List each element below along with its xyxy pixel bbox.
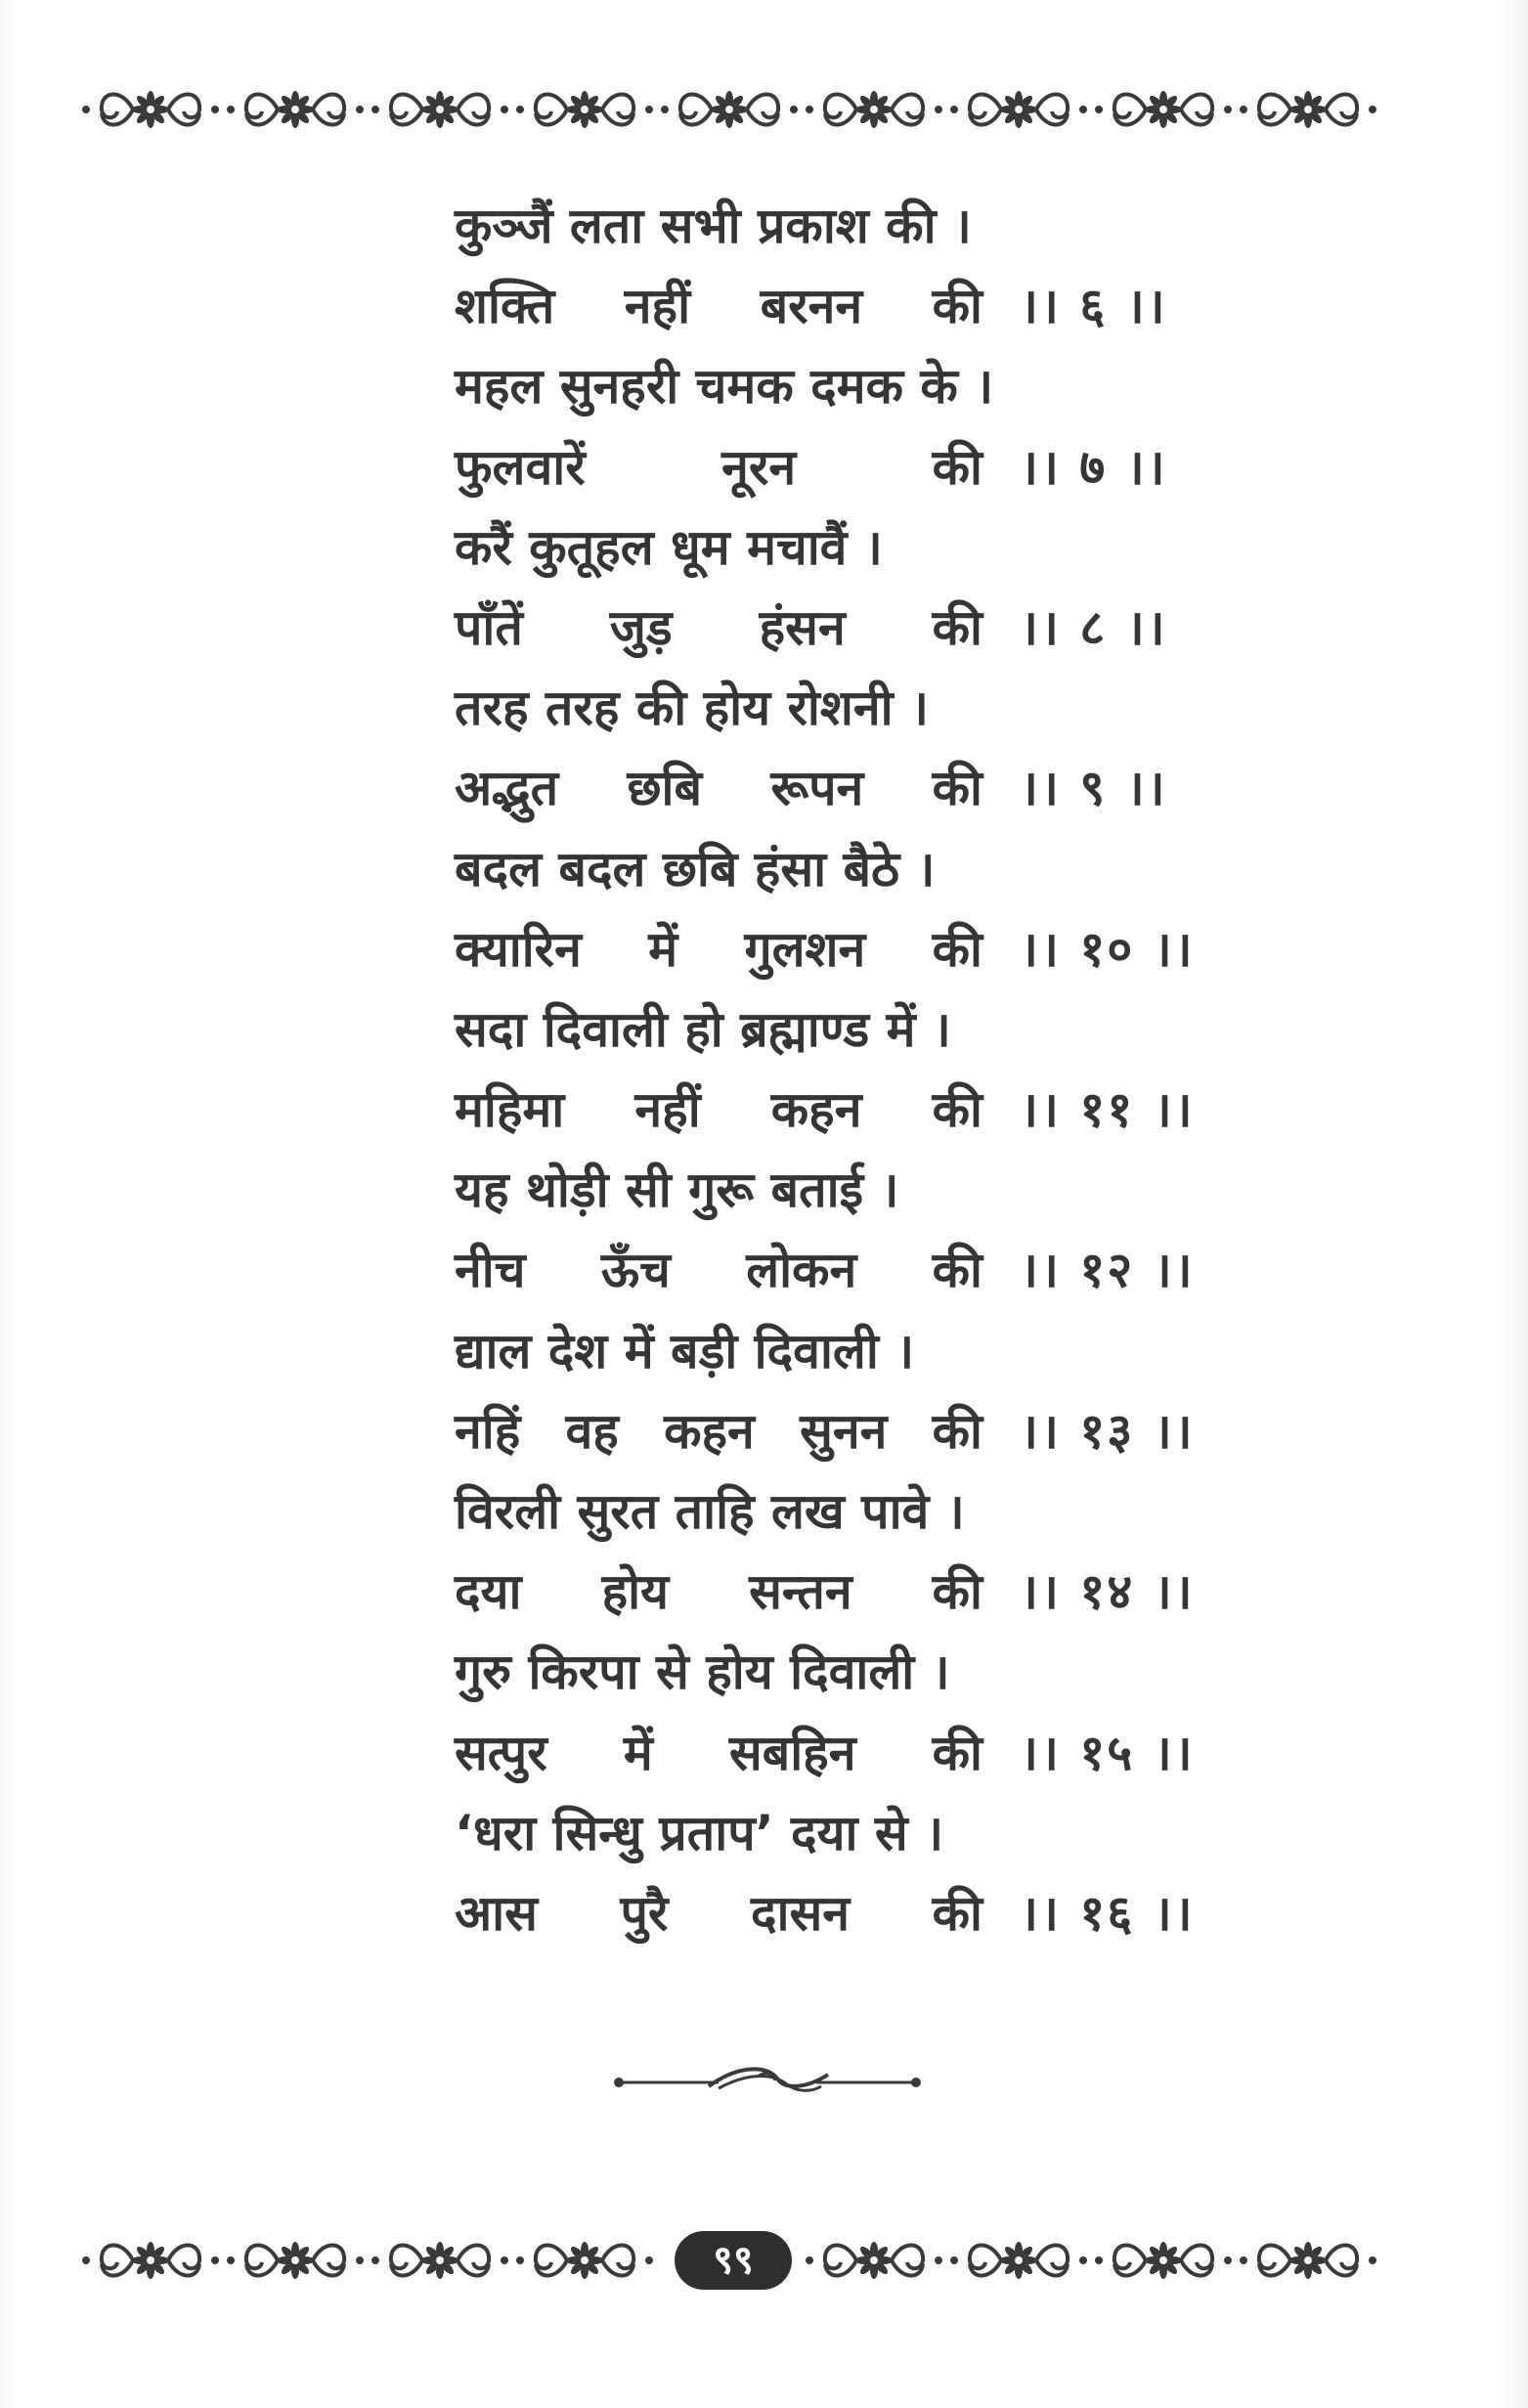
- verse-line: [455, 1713, 1237, 1793]
- verse-word: सन्तन: [749, 1563, 852, 1621]
- verse-text: [455, 427, 982, 507]
- verse-line: [455, 186, 1237, 266]
- verse-word: दया: [455, 1563, 522, 1621]
- verse-text: [455, 1230, 982, 1310]
- verse-number: ।। १० ।।: [1020, 920, 1195, 978]
- verse-word: की: [932, 1081, 982, 1139]
- verse-line: [455, 989, 1237, 1070]
- verse-text: करैं कुतूहल धूम मचावैं ।: [455, 518, 883, 576]
- verse-word: की: [932, 1242, 982, 1299]
- verse-text: [455, 1070, 982, 1150]
- verse-text: [455, 266, 982, 346]
- verse-text: गुरु किरपा से होय दिवाली ।: [455, 1643, 950, 1701]
- verse-number: ।। १६ ।।: [1020, 1884, 1195, 1942]
- verse-word: की: [932, 598, 982, 656]
- divider-flourish-icon: [611, 2063, 924, 2102]
- ornament-motif-icon: [371, 2242, 508, 2279]
- verse-word: दासन: [750, 1884, 851, 1942]
- verse-line: [455, 1552, 1237, 1632]
- verse-word: सुनन: [800, 1402, 888, 1460]
- verse-word: कहन: [770, 1081, 862, 1139]
- ornament-motif-icon: [371, 91, 508, 128]
- verse-line: [455, 427, 1237, 507]
- verse-number: ।। ७ ।।: [1020, 438, 1167, 496]
- verse-line: [455, 1471, 1237, 1552]
- verse-line: [455, 1873, 1237, 1953]
- ornament-motif-icon: [950, 2242, 1087, 2279]
- verse-line: [455, 748, 1237, 828]
- verse-text: सदा दिवाली हो ब्रह्माण्ड में ।: [455, 1000, 951, 1058]
- verse-line: [455, 1793, 1237, 1873]
- verse-number: ।। ९ ।।: [1020, 760, 1167, 817]
- verse-line: [455, 588, 1237, 668]
- verse-number: ।। १४ ।।: [1020, 1563, 1195, 1621]
- verse-word: सबहिन: [728, 1724, 856, 1781]
- verse-word: नहीं: [634, 1081, 701, 1139]
- verse-text: [455, 1873, 982, 1953]
- verse-word: की: [932, 438, 982, 496]
- verse-text: [455, 1552, 982, 1632]
- ornament-motif-icon: [227, 2242, 364, 2279]
- verse-line: [455, 266, 1237, 346]
- verse-text: [455, 748, 982, 828]
- verse-number: ।। ६ ।।: [1020, 278, 1167, 335]
- ornament-motif-icon: [806, 2242, 942, 2279]
- verse-word: छबि: [627, 760, 703, 817]
- verse-word: की: [932, 1563, 982, 1621]
- verse-line: [455, 829, 1237, 909]
- verse-word: अद्भुत: [455, 760, 559, 817]
- verse-word: नहिं: [455, 1402, 521, 1460]
- verse-word: नीच: [455, 1242, 526, 1299]
- verse-word: की: [932, 278, 982, 335]
- verse-word: लोकन: [746, 1242, 857, 1299]
- verse-line: [455, 507, 1237, 588]
- ornament-motif-icon: [516, 2242, 653, 2279]
- verse-word: की: [932, 1884, 982, 1942]
- verse-text: [455, 1391, 982, 1471]
- ornament-motif-icon: [661, 91, 798, 128]
- verse-number: ।। ८ ।।: [1020, 598, 1167, 656]
- ornament-motif-icon: [227, 91, 364, 128]
- ornament-motif-icon: [950, 91, 1087, 128]
- verse-text: बदल बदल छबि हंसा बैठे ।: [455, 840, 936, 898]
- verse-word: गुलशन: [744, 920, 866, 978]
- ornament-motif-icon: [806, 91, 942, 128]
- verse-word: महिमा: [455, 1081, 565, 1139]
- verse-word: हंसन: [759, 598, 846, 656]
- verse-line: [455, 1230, 1237, 1310]
- verse-text: तरह तरह की होय रोशनी ।: [455, 679, 929, 737]
- verse-word: वह: [565, 1402, 619, 1460]
- verse-number: ।। १२ ।।: [1020, 1242, 1195, 1299]
- ornament-motif-icon: [516, 91, 653, 128]
- verse-text: विरली सुरत ताहि लख पावे ।: [455, 1483, 965, 1540]
- verse-text: द्याल देश में बड़ी दिवाली ।: [455, 1322, 915, 1379]
- verse-line: [455, 1391, 1237, 1471]
- verse-word: में: [648, 920, 678, 978]
- verse-block: [455, 186, 1237, 1953]
- verse-word: की: [932, 760, 982, 817]
- verse-word: कहन: [664, 1402, 755, 1460]
- ornament-motif-icon: [82, 91, 219, 128]
- verse-line: [455, 1150, 1237, 1230]
- verse-word: पाँतें: [455, 598, 523, 656]
- verse-word: होय: [601, 1563, 670, 1621]
- verse-text: ‘धरा सिन्धु प्रताप’ दया से ।: [455, 1804, 944, 1861]
- verse-text: [455, 909, 982, 989]
- verse-word: फुलवारें: [455, 438, 586, 496]
- verse-word: की: [932, 920, 982, 978]
- verse-text: महल सुनहरी चमक दमक के ।: [455, 358, 994, 416]
- verse-line: [455, 1632, 1237, 1712]
- verse-line: [455, 909, 1237, 989]
- verse-word: की: [932, 1402, 982, 1460]
- verse-text: [455, 1713, 982, 1793]
- verse-word: शक्ति: [455, 278, 555, 335]
- ornament-motif-icon: [1095, 2242, 1232, 2279]
- verse-line: [455, 1070, 1237, 1150]
- verse-text: [455, 588, 982, 668]
- verse-word: ऊँच: [600, 1242, 671, 1299]
- verse-number: ।। १३ ।।: [1020, 1402, 1195, 1460]
- ornament-motif-icon: [1095, 91, 1232, 128]
- page-number: ९९: [675, 2231, 792, 2290]
- verse-word: नूरन: [721, 438, 797, 496]
- verse-word: बरनन: [760, 278, 863, 335]
- verse-line: [455, 668, 1237, 748]
- ornament-motif-icon: [1240, 91, 1376, 128]
- verse-word: जुड़: [609, 598, 673, 656]
- verse-word: में: [623, 1724, 653, 1781]
- verse-word: नहीं: [624, 278, 691, 335]
- verse-word: क्यारिन: [455, 920, 582, 978]
- verse-word: आस: [455, 1884, 538, 1942]
- verse-text: यह थोड़ी सी गुरू बताई ।: [455, 1161, 899, 1219]
- verse-word: की: [932, 1724, 982, 1781]
- verse-word: पुरै: [620, 1884, 669, 1942]
- verse-text: कुञ्जैं लता सभी प्रकाश की ।: [455, 197, 972, 254]
- ornament-motif-icon: [82, 2242, 219, 2279]
- verse-word: रूपन: [770, 760, 864, 817]
- verse-line: [455, 346, 1237, 426]
- top-ornament-border: [78, 80, 1388, 139]
- verse-number: ।। १५ ।।: [1020, 1724, 1195, 1781]
- verse-line: [455, 1311, 1237, 1391]
- verse-number: ।। ११ ।।: [1020, 1081, 1195, 1139]
- verse-word: सत्पुर: [455, 1724, 547, 1781]
- ornament-motif-icon: [1240, 2242, 1376, 2279]
